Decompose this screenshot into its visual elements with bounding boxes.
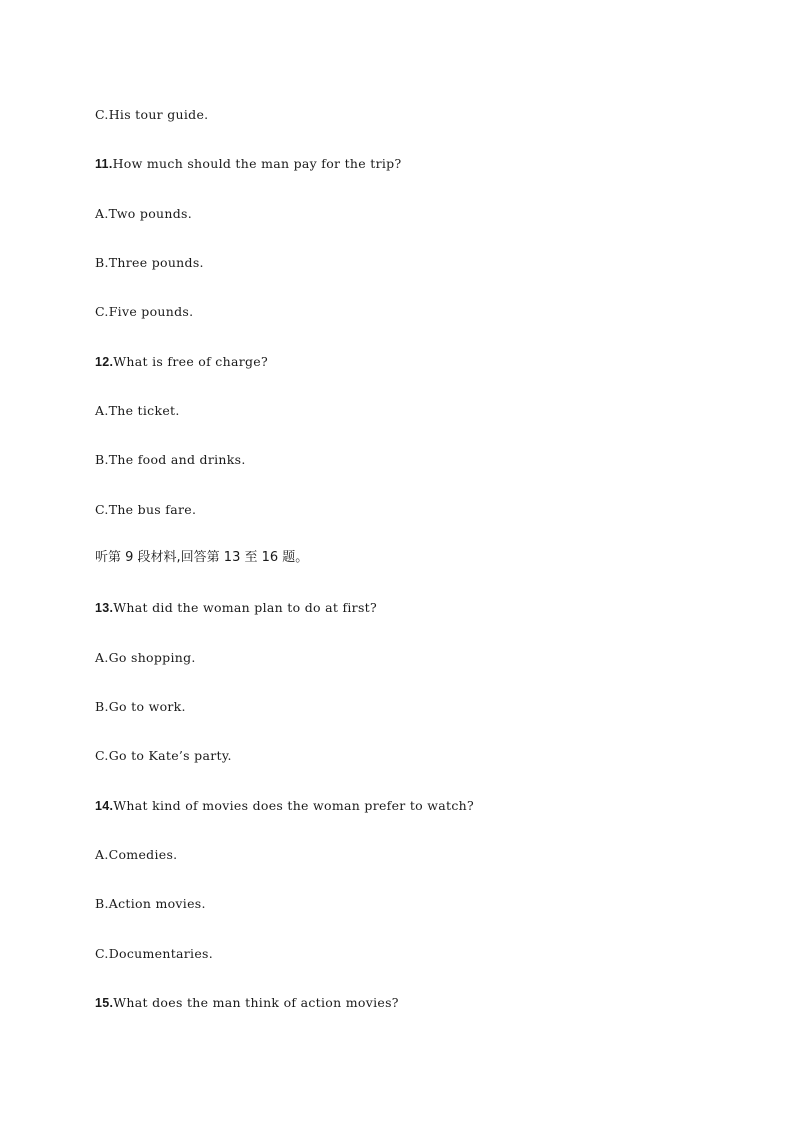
question-text: How much should the man pay for the trip? [112,156,402,171]
option-11b: B.Three pounds. [95,255,204,270]
question-number: 15. [95,996,114,1010]
option-11c: C.Five pounds. [95,304,194,319]
option-14a: A.Comedies. [95,847,178,862]
option-13a: A.Go shopping. [95,650,196,665]
option-14c: C.Documentaries. [95,946,214,961]
option-13c: C.Go to Kate’s party. [95,748,232,763]
question-12 [95,354,268,370]
question-text: What kind of movies does the woman prefer to watch? [113,798,474,813]
option-12c: C.The bus fare. [95,502,197,517]
question-number: 12. [95,355,114,369]
question-text: What did the woman plan to do at first? [113,600,377,615]
question-number: 14. [95,799,114,813]
question-number: 11. [95,157,113,171]
question-13 [95,600,377,616]
question-text: What is free of charge? [113,354,268,369]
option-12a: A.The ticket. [95,403,180,418]
question-number: 13. [95,601,114,615]
question-11 [95,156,401,172]
section-instruction: 听第 9 段材料,回答第 13 至 16 题。 [95,550,309,565]
question-text: What does the man think of action movies? [113,995,399,1010]
option-11a: A.Two pounds. [95,206,193,221]
option-12b: B.The food and drinks. [95,452,246,467]
question-15 [95,995,399,1011]
option-13b: B.Go to work. [95,699,186,714]
question-14 [95,798,474,814]
option-10c: C.His tour guide. [95,107,209,122]
option-14b: B.Action movies. [95,896,206,911]
